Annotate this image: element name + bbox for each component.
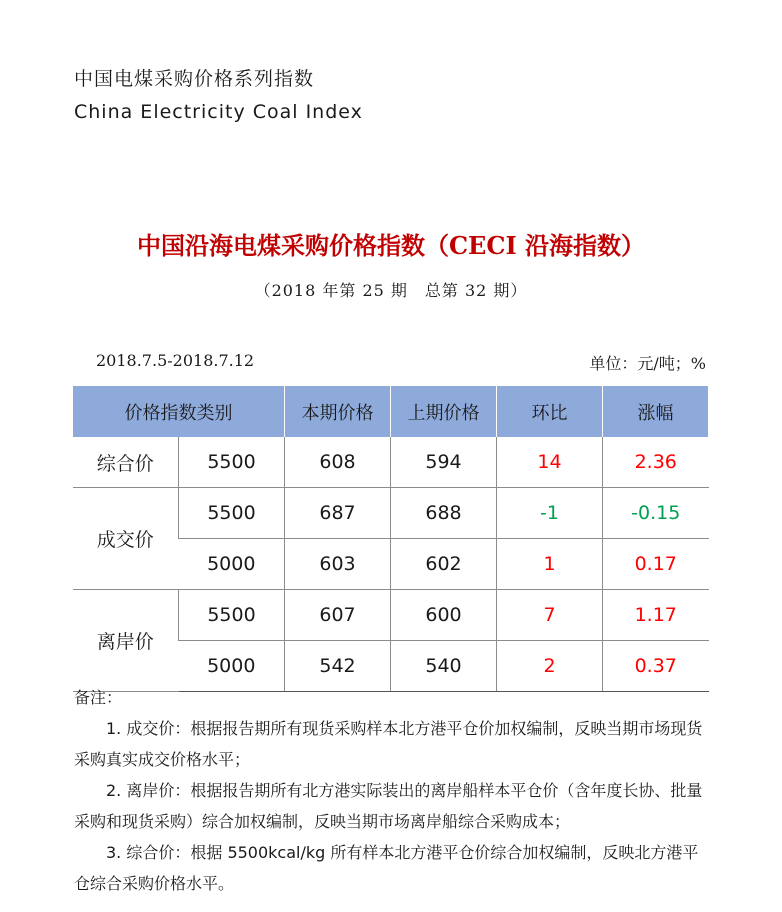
previous-price-cell: 688	[391, 488, 497, 539]
previous-price-cell: 540	[391, 641, 497, 692]
header-category: 价格指数类别	[73, 386, 285, 437]
report-title: 中国沿海电煤采购价格指数（CECI 沿海指数）	[136, 231, 646, 260]
note-item: 3. 综合价：根据 5500kcal/kg 所有样本北方港平仓价综合加权编制，反映北方港平仓综合采购价格水平。	[74, 843, 699, 893]
note-item: 1. 成交价：根据报告期所有现货采购样本北方港平仓价加权编制，反映当期市场现货采购真实成交价格水平；	[74, 719, 703, 769]
change-cell: 7	[497, 590, 603, 641]
date-range: 2018.7.5-2018.7.12	[96, 351, 255, 370]
header-cn-title: 中国电煤采购价格系列指数	[74, 68, 315, 90]
category-cell: 成交价	[73, 488, 179, 590]
note-item: 2. 离岸价：根据报告期所有北方港实际装出的离岸船样本平仓价（含年度长协、批量采购和现货采购）综合加权编制，反映当期市场离岸船综合采购成本；	[74, 781, 703, 831]
index-table	[72, 386, 709, 692]
pct-cell: -0.15	[603, 488, 709, 539]
pct-cell: 0.37	[603, 641, 709, 692]
table-row	[73, 437, 709, 488]
pct-cell: 2.36	[603, 437, 709, 488]
pct-cell: 0.17	[603, 539, 709, 590]
change-cell: 2	[497, 641, 603, 692]
header-current: 本期价格	[285, 386, 391, 437]
previous-price-cell: 602	[391, 539, 497, 590]
change-cell: -1	[497, 488, 603, 539]
header-en-title: China Electricity Coal Index	[74, 101, 363, 123]
header-previous: 上期价格	[391, 386, 497, 437]
pct-cell: 1.17	[603, 590, 709, 641]
table-row	[73, 488, 709, 539]
change-cell: 1	[497, 539, 603, 590]
change-cell: 14	[497, 437, 603, 488]
header-change: 环比	[497, 386, 603, 437]
notes-section	[74, 682, 710, 899]
notes-heading: 备注：	[74, 688, 123, 707]
current-price-cell: 608	[285, 437, 391, 488]
table-row	[73, 590, 709, 641]
grade-cell: 5000	[179, 641, 285, 692]
previous-price-cell: 594	[391, 437, 497, 488]
grade-cell: 5000	[179, 539, 285, 590]
grade-cell: 5500	[179, 488, 285, 539]
grade-cell: 5500	[179, 590, 285, 641]
category-cell: 离岸价	[73, 590, 179, 692]
category-cell: 综合价	[73, 437, 179, 488]
header-pct: 涨幅	[603, 386, 709, 437]
table-header-row	[73, 386, 709, 437]
current-price-cell: 542	[285, 641, 391, 692]
previous-price-cell: 600	[391, 590, 497, 641]
current-price-cell: 687	[285, 488, 391, 539]
grade-cell: 5500	[179, 437, 285, 488]
unit-label: 单位：元/吨；%	[589, 354, 706, 373]
current-price-cell: 607	[285, 590, 391, 641]
current-price-cell: 603	[285, 539, 391, 590]
report-issue: （2018 年第 25 期 总第 32 期）	[254, 281, 528, 300]
